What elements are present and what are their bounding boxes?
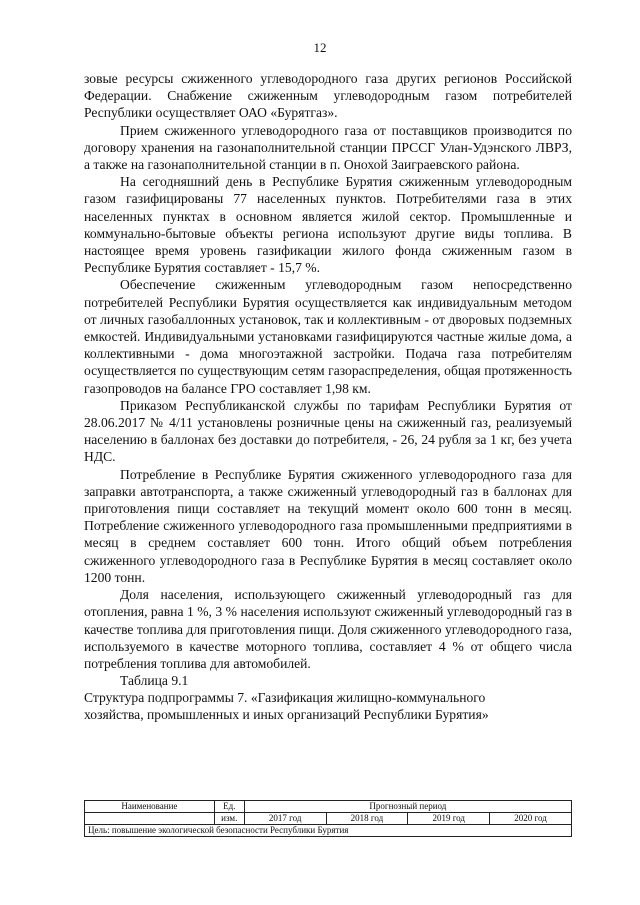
- paragraph-3: На сегодняшний день в Республике Бурятия сжиженным углеводородным газом газифицированы 77 населенных пунктов. Потребителями газа в этих населенных пунктах в основном является жилой сектор. Промышленные и коммунально-бытовые объекты региона используют другие виды топлива. В настоящее время уровень газификации жилого фонда сжиженным газом в Республике Бурятия составляет - 15,7 %.: [84, 174, 572, 276]
- document-body: [84, 70, 572, 723]
- forecast-table: [84, 800, 572, 837]
- table-caption-line-2: хозяйства, промышленных и иных организаций Республики Бурятия»: [84, 707, 489, 723]
- table-header-year-2018: 2018 год: [326, 813, 408, 825]
- table-goal-cell: Цель: повышение экологической безопасности Республики Бурятия: [85, 825, 572, 837]
- table-header-unit-bottom: изм.: [214, 813, 244, 825]
- table-header-year-2019: 2019 год: [408, 813, 490, 825]
- paragraph-5: Приказом Республиканской службы по тарифам Республики Бурятия от 28.06.2017 № 4/11 установлены розничные цены на сжиженный газ, реализуемый населению в баллонах без доставки до потребителя, - 26, 24 рубля за 1 кг, без учета НДС.: [84, 397, 572, 465]
- paragraph-6: Потребление в Республике Бурятия сжиженного углеводородного газа для заправки автотранспорта, а также сжиженный углеводородный газ в баллонах для приготовления пищи составляет на текущий момент около 600 тонн в месяц. Потребление сжиженного углеводородного газа промышленными предприятиями в месяц в среднем составляет 600 тонн. Итого общий объем потребления сжиженного углеводородного газа в Республике Бурятия в месяц составляет около 1200 тонн.: [84, 466, 572, 585]
- table-header-row-2: [85, 813, 572, 825]
- table-row-goal: [85, 825, 572, 837]
- table-header-year-2017: 2017 год: [244, 813, 326, 825]
- paragraph-7: Доля населения, использующего сжиженный углеводородный газ для отопления, равна 1 %, 3 % населения используют сжиженный углеводородный газ в качестве топлива для приготовления пищи. Доля сжиженного углеводородного газа, используемого в качестве моторного топлива, составляет 4 % от общего числа потребления топлива для автомобилей.: [84, 587, 572, 671]
- table-header-name-blank: [85, 813, 215, 825]
- table-header-name: Наименование: [85, 801, 215, 813]
- table-caption: [84, 689, 572, 723]
- table-header-year-2020: 2020 год: [490, 813, 572, 825]
- paragraph-2: Прием сжиженного углеводородного газа от поставщиков производится по договору хранения на газонаполнительной станции ПРССГ Улан-Удэнского ЛВРЗ, а также на газонаполнительной станции в п. Онохой Заиграевского района.: [84, 122, 572, 173]
- table-header-unit-top: Ед.: [214, 801, 244, 813]
- table-header-row-1: [85, 801, 572, 813]
- paragraph-4: Обеспечение сжиженным углеводородным газом непосредственно потребителей Республики Бурятия осуществляется как индивидуальным методом от личных газобаллонных установок, так и коллективным - от дворовых подземных емкостей. Индивидуальными установками газифицируются частные жилые дома, а коллективными - дома многоэтажной застройки. Подача газа потребителям осуществляется по существующим сетям газораспределения, общая протяженность газопроводов на балансе ГРО составляет 1,98 км.: [84, 277, 572, 396]
- table-label: Таблица 9.1: [120, 673, 189, 689]
- table-caption-line-1: Структура подпрограммы 7. «Газификация жилищно-коммунального: [84, 690, 486, 706]
- paragraph-1: зовые ресурсы сжиженного углеводородного газа других регионов Российской Федерации. Снабжение сжиженным углеводородным газом потребителей Республики осуществляет ОАО «Бурятгаз».: [84, 71, 572, 121]
- page-number: 12: [313, 40, 327, 55]
- table-header-forecast: Прогнозный период: [244, 801, 571, 813]
